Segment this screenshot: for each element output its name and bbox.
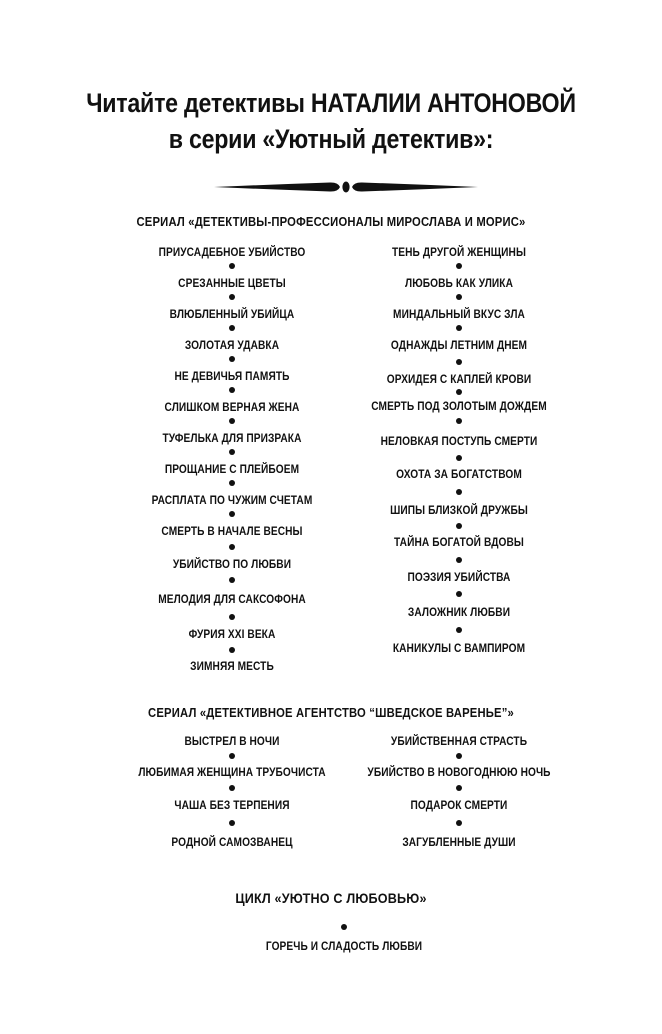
book-title: РАСПЛАТА ПО ЧУЖИМ СЧЕТАМ: [151, 493, 313, 507]
book-title: СМЕРТЬ ПОД ЗОЛОТЫМ ДОЖДЕМ: [371, 399, 547, 413]
bullet-dot: [456, 325, 462, 331]
book-title: УБИЙСТВО В НОВОГОДНЮЮ НОЧЬ: [367, 765, 551, 779]
book-title: СРЕЗАННЫЕ ЦВЕТЫ: [178, 276, 286, 290]
bullet-dot: [229, 480, 235, 486]
book-title: ОХОТА ЗА БОГАТСТВОМ: [396, 467, 522, 481]
heading-line-1: Читайте детективы НАТАЛИИ АНТОНОВОЙ: [86, 88, 576, 118]
bullet-dot: [456, 591, 462, 597]
book-title: КАНИКУЛЫ С ВАМПИРОМ: [392, 641, 526, 655]
book-title: УБИЙСТВЕННАЯ СТРАСТЬ: [390, 734, 528, 748]
book-title: ВЫСТРЕЛ В НОЧИ: [184, 734, 280, 748]
bullet-dot: [229, 647, 235, 653]
bullet-dot: [229, 577, 235, 583]
book-title: ФУРИЯ XXI ВЕКА: [188, 627, 276, 641]
book-title: ВЛЮБЛЕННЫЙ УБИЙЦА: [169, 307, 295, 321]
bullet-dot: [456, 389, 462, 395]
book-title: ТУФЕЛЬКА ДЛЯ ПРИЗРАКА: [162, 431, 302, 445]
book-title: ПОЭЗИЯ УБИЙСТВА: [407, 570, 511, 584]
bullet-dot: [456, 785, 462, 791]
book-title: СМЕРТЬ В НАЧАЛЕ ВЕСНЫ: [161, 524, 303, 538]
book-title: ПРИУСАДЕБНОЕ УБИЙСТВО: [158, 245, 306, 259]
series-1-title: СЕРИАЛ «ДЕТЕКТИВЫ-ПРОФЕССИОНАЛЫ МИРОСЛАВА И МОРИС»: [136, 215, 526, 229]
book-title: МЕЛОДИЯ ДЛЯ САКСОФОНА: [158, 592, 306, 606]
bullet-dot: [229, 325, 235, 331]
bullet-dot: [456, 455, 462, 461]
book-title: МИНДАЛЬНЫЙ ВКУС ЗЛА: [393, 307, 525, 321]
bullet-dot: [229, 820, 235, 826]
book-title: УБИЙСТВО ПО ЛЮБВИ: [172, 557, 292, 571]
bullet-dot: [456, 359, 462, 365]
cycle-title: ЦИКЛ «УЮТНО С ЛЮБОВЬЮ»: [235, 890, 427, 906]
book-title: ЛЮБОВЬ КАК УЛИКА: [405, 276, 513, 290]
bullet-dot: [456, 294, 462, 300]
book-title: НЕЛОВКАЯ ПОСТУПЬ СМЕРТИ: [380, 434, 538, 448]
book-title: ЧАША БЕЗ ТЕРПЕНИЯ: [174, 798, 290, 812]
bullet-dot: [456, 263, 462, 269]
bullet-dot: [456, 418, 462, 424]
bullet-dot: [229, 263, 235, 269]
book-title: ШИПЫ БЛИЗКОЙ ДРУЖБЫ: [390, 503, 528, 517]
book-title: ТАЙНА БОГАТОЙ ВДОВЫ: [394, 535, 524, 549]
bullet-dot: [229, 356, 235, 362]
bullet-dot: [229, 753, 235, 759]
bullet-dot: [456, 820, 462, 826]
bullet-dot: [229, 294, 235, 300]
book-title: ЗАГУБЛЕННЫЕ ДУШИ: [402, 835, 516, 849]
book-title: НЕ ДЕВИЧЬЯ ПАМЯТЬ: [174, 369, 290, 383]
heading-line-2: в серии «Уютный детектив»:: [168, 124, 494, 154]
bullet-dot: [456, 753, 462, 759]
book-title: РОДНОЙ САМОЗВАНЕЦ: [171, 835, 293, 849]
book-title: ГОРЕЧЬ И СЛАДОСТЬ ЛЮБВИ: [265, 939, 423, 953]
book-title: ПРОЩАНИЕ С ПЛЕЙБОЕМ: [164, 462, 300, 476]
bullet-dot: [229, 449, 235, 455]
bullet-dot: [456, 523, 462, 529]
bullet-dot: [229, 544, 235, 550]
bullet-dot: [229, 511, 235, 517]
bullet-dot: [341, 924, 347, 930]
series-2-title: СЕРИАЛ «ДЕТЕКТИВНОЕ АГЕНТСТВО “ШВЕДСКОЕ ВАРЕНЬЕ”»: [148, 706, 514, 720]
book-title: ОДНАЖДЫ ЛЕТНИМ ДНЕМ: [390, 338, 528, 352]
bullet-dot: [229, 387, 235, 393]
book-title: ЗОЛОТАЯ УДАВКА: [184, 338, 280, 352]
book-title: ПОДАРОК СМЕРТИ: [410, 798, 508, 812]
bullet-dot: [229, 614, 235, 620]
book-title: ТЕНЬ ДРУГОЙ ЖЕНЩИНЫ: [392, 245, 526, 259]
book-title: ЛЮБИМАЯ ЖЕНЩИНА ТРУБОЧИСТА: [138, 765, 326, 779]
bullet-dot: [229, 785, 235, 791]
book-title: ЗАЛОЖНИК ЛЮБВИ: [407, 605, 511, 619]
book-title: СЛИШКОМ ВЕРНАЯ ЖЕНА: [164, 400, 300, 414]
bullet-dot: [229, 418, 235, 424]
book-title: ОРХИДЕЯ С КАПЛЕЙ КРОВИ: [386, 372, 532, 386]
bullet-dot: [456, 557, 462, 563]
bullet-dot: [456, 627, 462, 633]
bullet-dot: [456, 489, 462, 495]
book-title: ЗИМНЯЯ МЕСТЬ: [190, 659, 274, 673]
ornament-divider: [212, 178, 480, 196]
